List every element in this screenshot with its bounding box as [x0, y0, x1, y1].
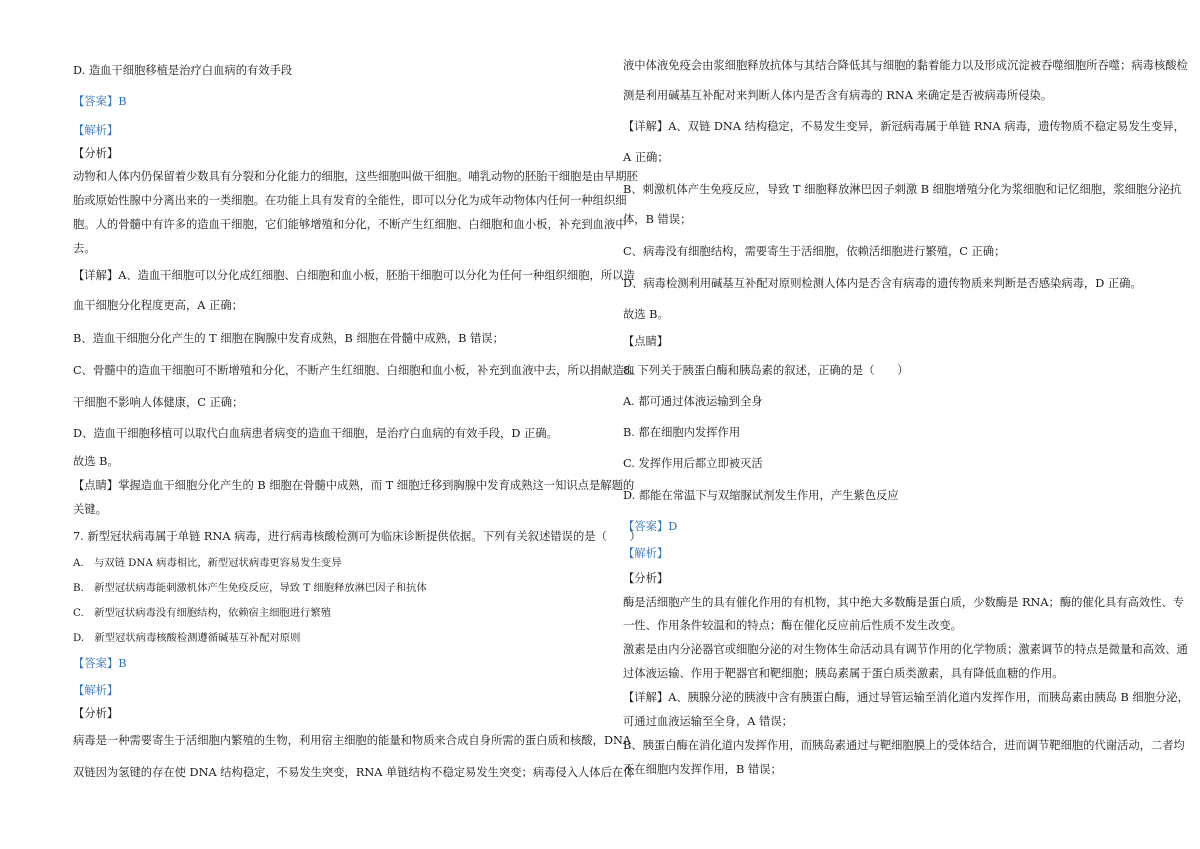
left-text-line: D. 造血干细胞移植是治疗白血病的有效手段: [73, 64, 293, 77]
left-text-line: 【分析】: [73, 147, 119, 160]
left-text-line: 干细胞不影响人体健康，C 正确；: [73, 396, 244, 409]
right-text-line: A. 都可通过体液运输到全身: [623, 395, 763, 408]
right-text-line: 【解析】: [623, 547, 669, 560]
left-text-line: 【答案】B: [73, 95, 127, 108]
left-text-line: 去。: [73, 242, 96, 255]
left-text-line: D、造血干细胞移植可以取代白血病患者病变的造血干细胞，是治疗白血病的有效手段，D 正确。: [73, 427, 558, 440]
left-text-line: 血干细胞分化程度更高，A 正确；: [73, 299, 243, 312]
right-text-line: 8. 下列关于胰蛋白酶和胰岛素的叙述，正确的是（ ）: [623, 364, 909, 377]
right-text-line: D、病毒检测利用碱基互补配对原则检测人体内是否含有病毒的遗传物质来判断是否感染病毒，D 正确。: [623, 277, 1142, 290]
right-text-line: 不在细胞内发挥作用，B 错误；: [623, 763, 782, 776]
right-text-line: 【详解】A、胰腺分泌的胰液中含有胰蛋白酶，通过导管运输至消化道内发挥作用，而胰岛素由胰岛 B 细胞分泌，: [623, 691, 1189, 704]
left-text-line: 双链因为氢键的存在使 DNA 结构稳定，不易发生突变，RNA 单链结构不稳定易发生突变；病毒侵入人体后在体: [73, 766, 635, 779]
right-text-line: 激素是由内分泌器官或细胞分泌的对生物体生命活动具有调节作用的化学物质；激素调节的特点是微量和高效、通: [623, 643, 1188, 656]
right-text-line: 【答案】D: [623, 520, 678, 533]
left-text-line: C、骨髓中的造血干细胞可不断增殖和分化，不断产生红细胞、白细胞和血小板，补充到血液中去，所以捐献造血: [73, 364, 636, 377]
left-text-line: 【点睛】掌握造血干细胞分化产生的 B 细胞在骨髓中成熟，而 T 细胞迁移到胸腺中发育成熟这一知识点是解题的: [73, 479, 635, 492]
left-text-line: 胎或原始性腺中分离出来的一类细胞。在功能上具有发育的全能性，即可以分化为成年动物体内任何一种组织细: [73, 194, 627, 207]
right-text-line: B、刺激机体产生免疫反应，导致 T 细胞释放淋巴因子刺激 B 细胞增殖分化为浆细胞和记忆细胞，浆细胞分泌抗: [623, 183, 1182, 196]
right-text-line: D. 都能在常温下与双缩脲试剂发生作用，产生紫色反应: [623, 489, 899, 502]
left-text-line: 【解析】: [73, 684, 119, 697]
right-text-line: 【分析】: [623, 572, 669, 585]
left-text-line: C. 新型冠状病毒没有细胞结构，依赖宿主细胞进行繁殖: [73, 607, 331, 619]
right-text-line: 酶是活细胞产生的具有催化作用的有机物，其中绝大多数酶是蛋白质，少数酶是 RNA；酶的催化具有高效性、专: [623, 596, 1185, 609]
left-text-line: D. 新型冠状病毒核酸检测遵循碱基互补配对原则: [73, 632, 301, 644]
right-text-line: 测是利用碱基互补配对来判断人体内是否含有病毒的 RNA 来确定是否被病毒所侵染。: [623, 89, 1053, 102]
left-text-line: B、造血干细胞分化产生的 T 细胞在胸腺中发育成熟，B 细胞在骨髓中成熟，B 错误；: [73, 332, 504, 345]
right-text-line: C、病毒没有细胞结构，需要寄生于活细胞，依赖活细胞进行繁殖，C 正确；: [623, 245, 1006, 258]
left-text-line: 7. 新型冠状病毒属于单链 RNA 病毒，进行病毒核酸检测可为临床诊断提供依据。下列有关叙述错误的是（ ）: [73, 530, 641, 543]
left-text-line: 动物和人体内仍保留着少数具有分裂和分化能力的细胞，这些细胞叫做干细胞。哺乳动物的胚胎干细胞是由早期胚: [73, 170, 638, 183]
left-text-line: 【详解】A、造血干细胞可以分化成红细胞、白细胞和血小板，胚胎干细胞可以分化为任何一种组织细胞，所以造: [73, 269, 635, 282]
left-text-line: 病毒是一种需要寄生于活细胞内繁殖的生物，利用宿主细胞的能量和物质来合成自身所需的蛋白质和核酸，DNA: [73, 734, 632, 747]
left-text-line: 故选 B。: [73, 455, 119, 468]
right-text-line: B、胰蛋白酶在消化道内发挥作用，而胰岛素通过与靶细胞膜上的受体结合，进而调节靶细胞的代谢活动，二者均: [623, 739, 1185, 752]
right-text-line: A 正确；: [623, 151, 669, 164]
left-text-line: B. 新型冠状病毒能刺激机体产生免疫反应，导致 T 细胞释放淋巴因子和抗体: [73, 582, 427, 594]
right-text-line: B. 都在细胞内发挥作用: [623, 426, 741, 439]
left-text-line: A. 与双链 DNA 病毒相比，新型冠状病毒更容易发生变异: [73, 557, 342, 569]
right-text-line: 故选 B。: [623, 308, 669, 321]
right-text-line: 体，B 错误；: [623, 213, 692, 226]
left-text-line: 【答案】B: [73, 657, 127, 670]
left-text-line: 【分析】: [73, 707, 119, 720]
right-text-line: 可通过血液运输至全身，A 错误；: [623, 715, 793, 728]
right-text-line: C. 发挥作用后都立即被灭活: [623, 457, 763, 470]
left-text-line: 【解析】: [73, 124, 119, 137]
right-text-line: 一性、作用条件较温和的特点；酶在催化反应前后性质不发生改变。: [623, 619, 962, 632]
right-text-line: 液中体液免疫会由浆细胞释放抗体与其结合降低其与细胞的黏着能力以及形成沉淀被吞噬细胞所吞噬；病毒核酸检: [623, 59, 1188, 72]
right-text-line: 【点睛】: [623, 335, 669, 348]
left-text-line: 胞。人的骨髓中有许多的造血干细胞，它们能够增殖和分化，不断产生红细胞、白细胞和血小板，补充到血液中: [73, 218, 627, 231]
left-text-line: 关键。: [73, 503, 107, 516]
right-text-line: 过体液运输、作用于靶器官和靶细胞；胰岛素属于蛋白质类激素，具有降低血糖的作用。: [623, 667, 1064, 680]
right-text-line: 【详解】A、双链 DNA 结构稳定，不易发生变异，新冠病毒属于单链 RNA 病毒，遗传物质不稳定易发生变异，: [623, 120, 1185, 133]
